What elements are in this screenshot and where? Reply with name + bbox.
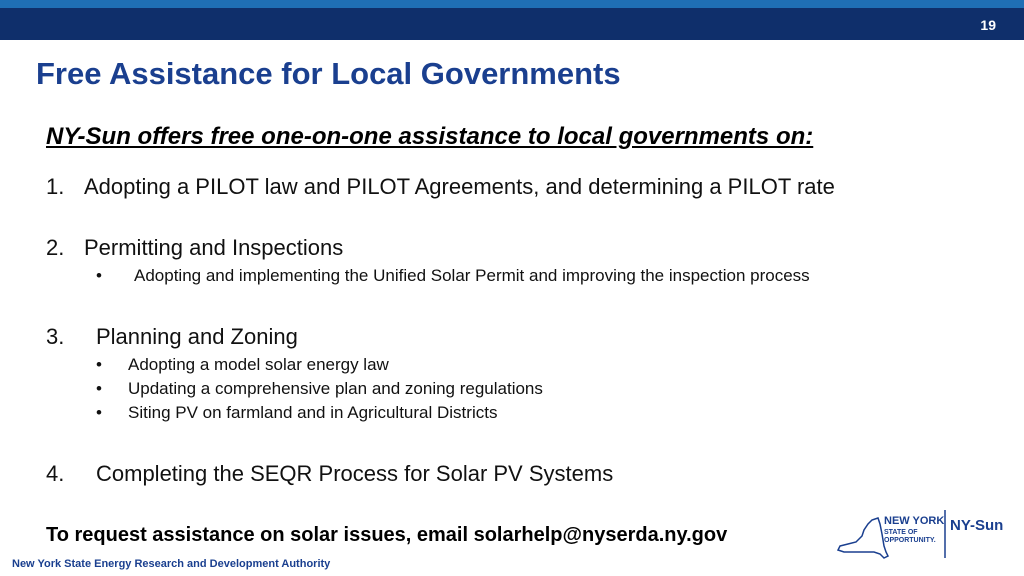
item-number: 2. xyxy=(46,235,65,260)
ny-state-outline-icon xyxy=(838,518,888,558)
item-number: 4. xyxy=(46,461,65,486)
sub-bullet: • Siting PV on farmland and in Agricultural Districts xyxy=(96,403,498,422)
top-header-bar xyxy=(0,8,1024,40)
sub-bullet: • Updating a comprehensive plan and zoning regulations xyxy=(96,379,543,398)
list-item-4 xyxy=(46,461,613,487)
sub-bullet: • Adopting and implementing the Unified Solar Permit and improving the inspection process xyxy=(96,266,810,285)
list-item-3 xyxy=(46,324,298,350)
footer-org-name: New York State Energy Research and Development Authority xyxy=(12,558,331,570)
logo-line1: NEW YORK xyxy=(884,515,945,527)
logo-line3: OPPORTUNITY. xyxy=(884,537,936,544)
page-number: 19 xyxy=(980,17,996,33)
item-label: Completing the SEQR Process for Solar PV Systems xyxy=(96,461,614,486)
item-label: Planning and Zoning xyxy=(96,324,298,349)
item-label: Adopting a PILOT law and PILOT Agreements, and determining a PILOT rate xyxy=(84,174,835,199)
top-accent-bar xyxy=(0,0,1024,8)
logo-brand: NY-Sun xyxy=(950,517,1004,534)
logo-line2: STATE OF xyxy=(884,529,918,536)
intro-heading: NY-Sun offers free one-on-one assistance to local governments on: xyxy=(46,123,814,150)
item-number: 1. xyxy=(46,174,65,199)
list-item-1 xyxy=(46,174,835,200)
item-number: 3. xyxy=(46,324,65,349)
sub-bullet: • Adopting a model solar energy law xyxy=(96,355,389,374)
list-item-2 xyxy=(46,235,343,261)
ny-sun-logo xyxy=(834,506,1010,570)
page-title: Free Assistance for Local Governments xyxy=(36,56,621,91)
request-line: To request assistance on solar issues, email solarhelp@nyserda.ny.gov xyxy=(46,524,728,546)
item-label: Permitting and Inspections xyxy=(84,235,344,260)
